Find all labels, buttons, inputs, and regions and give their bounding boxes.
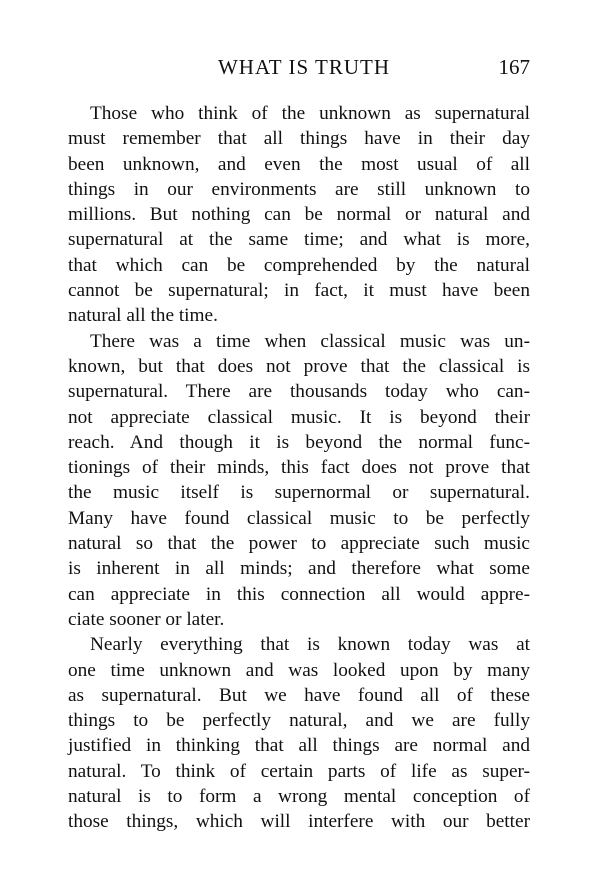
text-line: the music itself is supernormal or supernatural. [68, 482, 530, 504]
text-line: natural all the time. [68, 305, 218, 327]
text-line: reach. And though it is beyond the normal func- [68, 431, 530, 453]
text-line: natural. To think of certain parts of life as super- [68, 760, 530, 782]
text-line: There was a time when classical music was un- [90, 330, 530, 352]
page-header [68, 55, 530, 83]
text-line: been unknown, and even the most usual of all [68, 153, 530, 175]
text-line: one time unknown and was looked upon by many [68, 659, 530, 681]
page-number: 167 [498, 55, 530, 79]
paragraph [68, 632, 530, 834]
text-line: can appreciate in this connection all would appre- [68, 583, 530, 605]
text-line: supernatural at the same time; and what is more, [68, 229, 530, 251]
text-line: is inherent in all minds; and therefore what some [68, 558, 530, 580]
paragraph [68, 329, 530, 633]
text-line: must remember that all things have in their day [68, 128, 530, 150]
text-line: Nearly everything that is known today was at [90, 634, 530, 656]
text-line: that which can be comprehended by the natural [68, 254, 530, 276]
text-line: natural so that the power to appreciate such music [68, 533, 530, 555]
text-line: natural is to form a wrong mental conception of [68, 786, 530, 808]
paragraph [68, 101, 530, 329]
text-line: not appreciate classical music. It is beyond their [68, 406, 530, 428]
text-line: justified in thinking that all things are normal and [68, 735, 530, 757]
text-line: as supernatural. But we have found all of these [68, 684, 530, 706]
text-line: ciate sooner or later. [68, 608, 225, 630]
text-line: Many have found classical music to be perfectly [68, 507, 530, 529]
text-line: cannot be supernatural; in fact, it must have been [68, 280, 530, 302]
text-line: millions. But nothing can be normal or natural and [68, 204, 530, 226]
text-line: supernatural. There are thousands today who can- [68, 381, 530, 403]
text-line: things to be perfectly natural, and we are fully [68, 710, 530, 732]
text-line: known, but that does not prove that the classical is [68, 355, 530, 377]
page-body [68, 101, 530, 835]
text-line: those things, which will interfere with our better [68, 811, 530, 833]
running-title: WHAT IS TRUTH [217, 55, 391, 79]
text-line: Those who think of the unknown as supernatural [90, 103, 530, 124]
text-line: tionings of their minds, this fact does not prove that [68, 457, 530, 479]
text-line: things in our environments are still unknown to [68, 178, 530, 200]
